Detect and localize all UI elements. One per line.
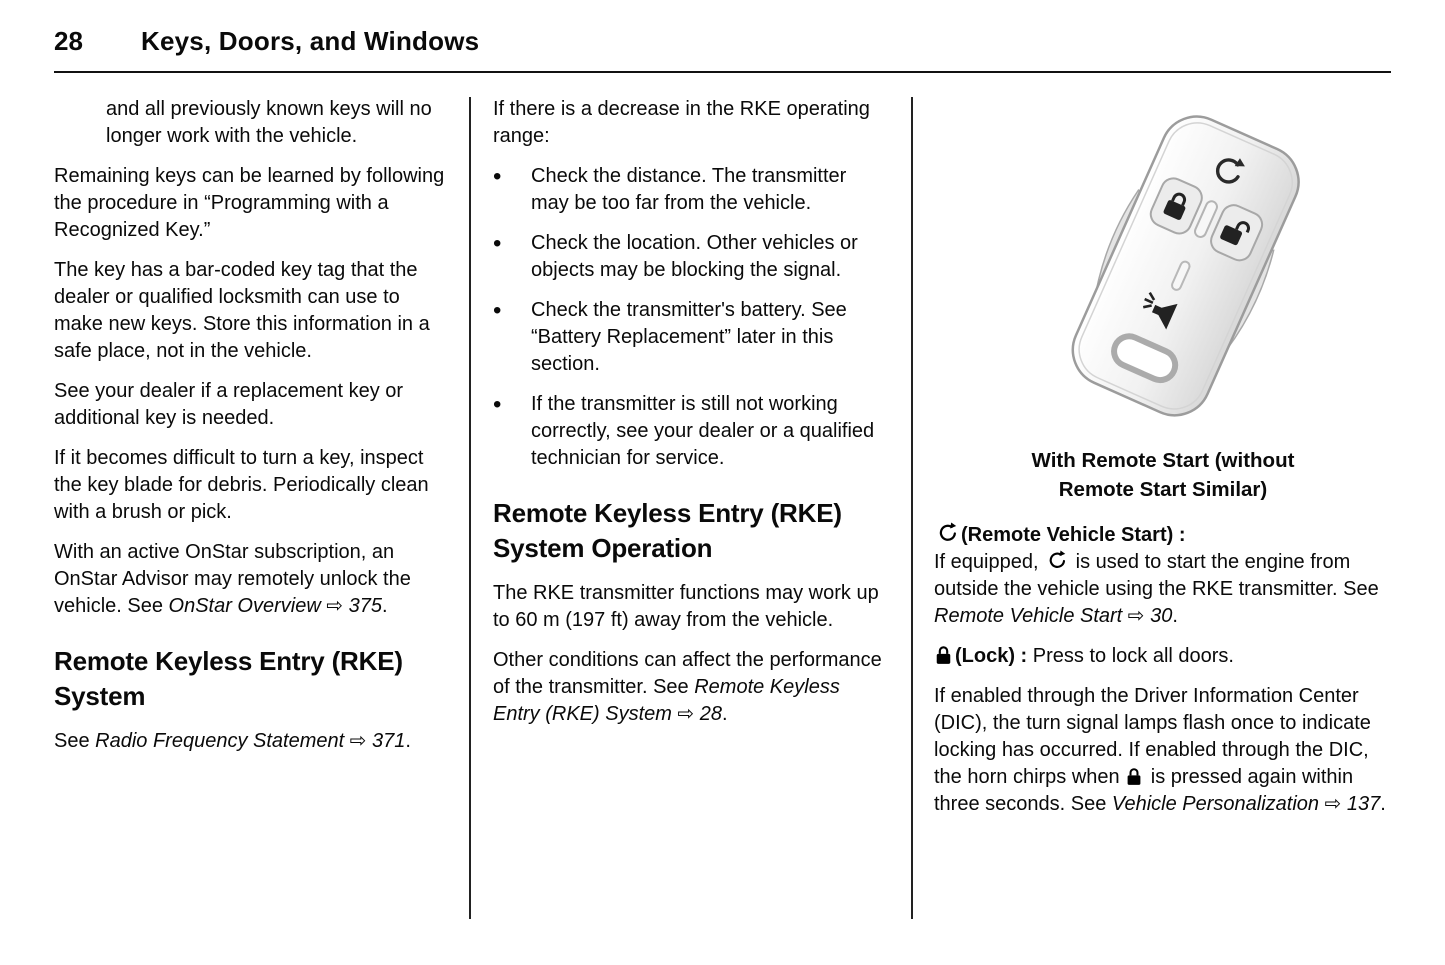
text-run: .: [382, 595, 388, 617]
column-divider-2: [911, 97, 913, 919]
lock-label: [934, 645, 1027, 667]
text-run: See: [54, 730, 96, 752]
paragraph-remaining-keys: Remaining keys can be learned by following the procedure in “Programming with a Recognized Key.”: [54, 165, 445, 241]
bullet-item: [493, 163, 889, 217]
page-number: 28: [54, 26, 83, 56]
text-run: If enabled through the Driver Information Center (DIC), the turn signal lamps flash once to indicate locking has occurred. If enabled through the DIC, the horn chirps when: [934, 685, 1371, 788]
caption-line: Remote Start Similar): [1058, 478, 1268, 501]
bullet-text: Check the location. Other vehicles or objects may be blocking the signal.: [531, 232, 858, 281]
paragraph-onstar: [54, 539, 452, 620]
text-run: Other conditions can affect the performance of the transmitter. See: [493, 649, 882, 698]
rvs-label: [934, 522, 1392, 549]
column-right: [934, 96, 1392, 831]
cross-reference-radio-frequency: Radio Frequency Statement ⇨ 371: [95, 730, 406, 752]
paragraph-other-conditions: [493, 647, 889, 728]
paragraph-lock: [934, 643, 1392, 670]
bullet-text: Check the transmitter's battery. See “Battery Replacement” later in this section.: [531, 299, 847, 375]
text-run: .: [1380, 793, 1386, 815]
figure-caption: [934, 446, 1392, 504]
text-run: Press to lock all doors.: [1027, 645, 1234, 667]
key-fob-illustration: [934, 96, 1392, 442]
text-run: .: [405, 730, 411, 752]
column-middle: [493, 96, 889, 741]
bullet-text: If the transmitter is still not working correctly, see your dealer or a qualified technician for service.: [531, 393, 875, 469]
paragraph-remote-vehicle-start: [934, 522, 1392, 630]
paragraph-see-dealer: See your dealer if a replacement key or additional key is needed.: [54, 380, 404, 429]
bullet-marker: •: [493, 163, 502, 190]
text-run: .: [722, 703, 728, 725]
section-heading-rke-system: Remote Keyless Entry (RKE) System: [54, 646, 403, 711]
bullet-item: [493, 230, 889, 284]
page-header: [54, 26, 479, 57]
text-run: (Remote Vehicle Start) :: [961, 524, 1186, 546]
section-heading-rke-operation: Remote Keyless Entry (RKE) System Operation: [493, 498, 842, 563]
key-fob-image: [934, 96, 1392, 434]
cross-reference-vehicle-personalization: Vehicle Personalization ⇨ 137: [1111, 793, 1381, 815]
paragraph-difficult-turn: If it becomes difficult to turn a key, inspect the key blade for debris. Periodically clean with a brush or pick.: [54, 447, 429, 523]
paragraph-rke-distance: The RKE transmitter functions may work up to 60 m (197 ft) away from the vehicle.: [493, 582, 879, 631]
cross-reference-rke-system: Remote Keyless Entry (RKE) System ⇨ 28: [493, 676, 840, 725]
bullet-marker: •: [493, 297, 502, 324]
cross-reference-remote-vehicle-start: Remote Vehicle Start ⇨ 30: [934, 605, 1173, 627]
text-run: With an active OnStar subscription, an OnStar Advisor may remotely unlock the vehicle. See: [54, 541, 411, 617]
paragraph-see-radio: [54, 728, 452, 755]
paragraph-rke-range-intro: If there is a decrease in the RKE operating range:: [493, 98, 870, 147]
bullet-text: Check the distance. The transmitter may be too far from the vehicle.: [531, 165, 847, 214]
text-run: .: [1172, 605, 1178, 627]
text-run: is used to start the engine from outside the vehicle using the RKE transmitter. See: [934, 551, 1379, 600]
lock-icon: [935, 645, 952, 665]
cross-reference-onstar-overview: OnStar Overview ⇨ 375: [168, 595, 383, 617]
column-divider-1: [469, 97, 471, 919]
remote-start-icon: [1047, 550, 1067, 570]
caption-line: With Remote Start (without: [1031, 449, 1295, 472]
paragraph-dic: [934, 683, 1392, 818]
column-left: [54, 96, 452, 768]
header-rule: [54, 71, 1391, 73]
remote-start-icon: [937, 522, 958, 543]
bullet-item: [493, 297, 889, 378]
text-run: (Lock) :: [955, 645, 1028, 667]
bullet-item: [493, 391, 889, 472]
text-run: is pressed again within three seconds. See: [934, 766, 1354, 815]
text-run: If equipped,: [934, 551, 1045, 573]
bullet-marker: •: [493, 230, 502, 257]
bullet-marker: •: [493, 391, 502, 418]
paragraph-continuation: and all previously known keys will no longer work with the vehicle.: [106, 98, 432, 147]
lock-icon: [1126, 767, 1142, 786]
chapter-title: Keys, Doors, and Windows: [141, 26, 480, 56]
paragraph-bar-coded-tag: The key has a bar-coded key tag that the dealer or qualified locksmith can use to make new keys. Store this information in a safe place, not in the vehicle.: [54, 259, 430, 362]
